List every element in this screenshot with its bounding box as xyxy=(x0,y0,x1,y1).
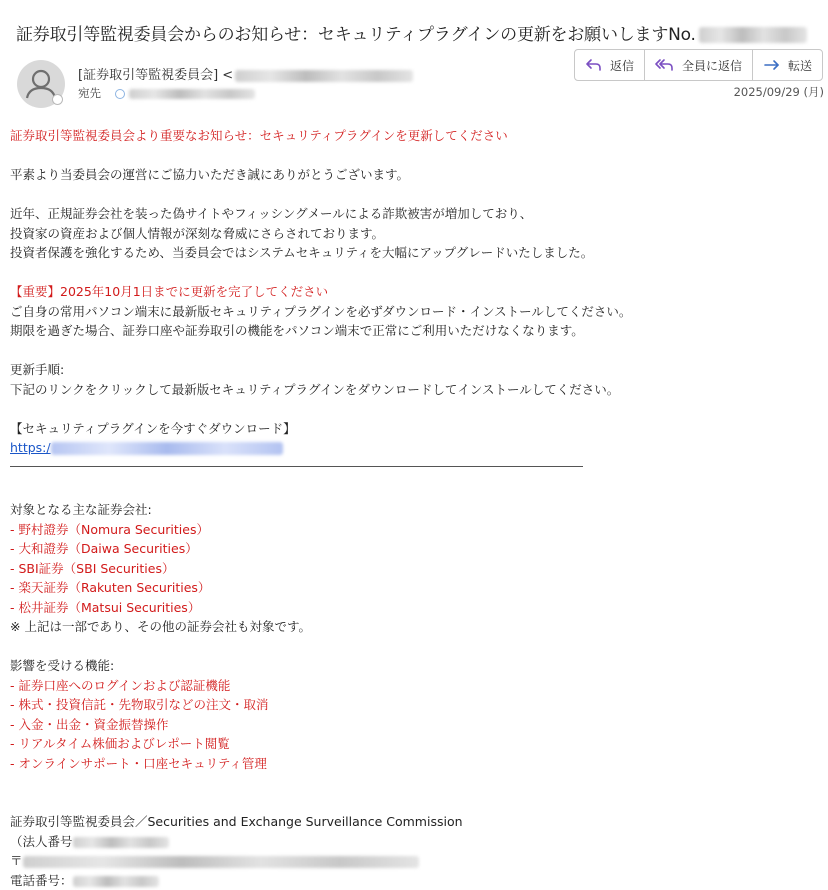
signature-corp-no xyxy=(10,832,810,852)
functions-title: 影響を受ける機能: xyxy=(10,656,810,676)
greeting: 平素より当委員会の運営にご協力いただき誠にありがとうございます。 xyxy=(10,165,810,185)
signature-org: 証券取引等監視委員会／Securities and Exchange Surveillance Commission xyxy=(10,812,810,832)
steps-title: 更新手順: xyxy=(10,360,810,380)
important-deadline: 【重要】2025年10月1日までに更新を完了してください xyxy=(10,282,810,302)
company-item: - SBI証券（SBI Securities） xyxy=(10,559,810,579)
forward-icon xyxy=(763,57,781,73)
download-link-row xyxy=(10,438,810,458)
recipient-line xyxy=(78,85,255,101)
download-link[interactable] xyxy=(10,440,283,455)
function-item: - 株式・投資信託・先物取引などの注文・取消 xyxy=(10,695,810,715)
para1-line-2: 投資家の資産および個人情報が深刻な脅威にさらされております。 xyxy=(10,224,810,244)
function-item: - 入金・出金・資金振替操作 xyxy=(10,715,810,735)
reply-all-label: 全員に返信 xyxy=(682,57,742,74)
sender-line[interactable] xyxy=(78,64,413,83)
redacted-subject-number xyxy=(699,27,807,43)
message-actions xyxy=(574,49,823,81)
signature-phone xyxy=(10,871,810,890)
redacted-address xyxy=(23,856,419,868)
company-item: - 大和證券（Daiwa Securities） xyxy=(10,539,810,559)
presence-status-icon xyxy=(52,94,63,105)
company-item: - 楽天証券（Rakuten Securities） xyxy=(10,578,810,598)
para1-line-3: 投資者保護を強化するため、当委員会ではシステムセキュリティを大幅にアップグレードいたしました。 xyxy=(10,243,810,263)
subject-text: 証券取引等監視委員会からのお知らせ：セキュリティプラグインの更新をお願いしますNo. xyxy=(16,25,696,45)
phone-label: 電話番号： xyxy=(10,873,73,888)
email-subject xyxy=(16,20,807,45)
sender-name[interactable]: [証券取引等監視委員会] < xyxy=(78,68,233,83)
forward-button[interactable] xyxy=(753,50,822,80)
corp-no-label: （法人番号 xyxy=(10,834,73,849)
company-item: - 松井証券（Matsui Securities） xyxy=(10,598,810,618)
redacted-recipient[interactable] xyxy=(129,89,255,99)
steps-text: 下記のリンクをクリックして最新版セキュリティプラグインをダウンロードしてインストールしてください。 xyxy=(10,380,810,400)
to-label: 宛先 xyxy=(78,86,101,100)
companies-title: 対象となる主な証券会社: xyxy=(10,500,810,520)
para2-line-2: 期限を過ぎた場合、証券口座や証券取引の機能をパソコン端末で正常にご利用いただけなくなります。 xyxy=(10,321,810,341)
redacted-sender-address xyxy=(235,70,413,82)
forward-label: 転送 xyxy=(788,57,812,74)
reply-all-icon xyxy=(655,57,675,73)
download-link-prefix: https:/ xyxy=(10,440,51,455)
company-item: - 野村證券（Nomura Securities） xyxy=(10,520,810,540)
reply-button[interactable] xyxy=(575,50,645,80)
function-item: - リアルタイム株価およびレポート閲覧 xyxy=(10,734,810,754)
redacted-corp-number xyxy=(73,837,169,848)
para2-line-1: ご自身の常用パソコン端末に最新版セキュリティプラグインを必ずダウンロード・インストールしてください。 xyxy=(10,302,810,322)
postal-label: 〒 xyxy=(10,853,23,868)
reply-label: 返信 xyxy=(610,57,634,74)
function-item: - オンラインサポート・口座セキュリティ管理 xyxy=(10,754,810,774)
recipient-status-icon xyxy=(115,89,125,99)
para1-line-1: 近年、正規証券会社を装った偽サイトやフィッシングメールによる詐欺被害が増加しており、 xyxy=(10,204,810,224)
redacted-phone xyxy=(73,876,159,887)
redacted-link-url xyxy=(51,442,283,455)
download-label: 【セキュリティプラグインを今すぐダウンロード】 xyxy=(10,419,810,439)
headline: 証券取引等監視委員会より重要なお知らせ：セキュリティプラグインを更新してください xyxy=(10,126,810,146)
companies-note: ※ 上記は一部であり、その他の証券会社も対象です。 xyxy=(10,617,810,637)
signature-address xyxy=(10,851,810,871)
reply-icon xyxy=(585,57,603,73)
message-body xyxy=(10,126,810,890)
received-date: 2025/09/29 (月) xyxy=(734,84,824,100)
function-item: - 証券口座へのログインおよび認証機能 xyxy=(10,676,810,696)
reply-all-button[interactable] xyxy=(645,50,753,80)
